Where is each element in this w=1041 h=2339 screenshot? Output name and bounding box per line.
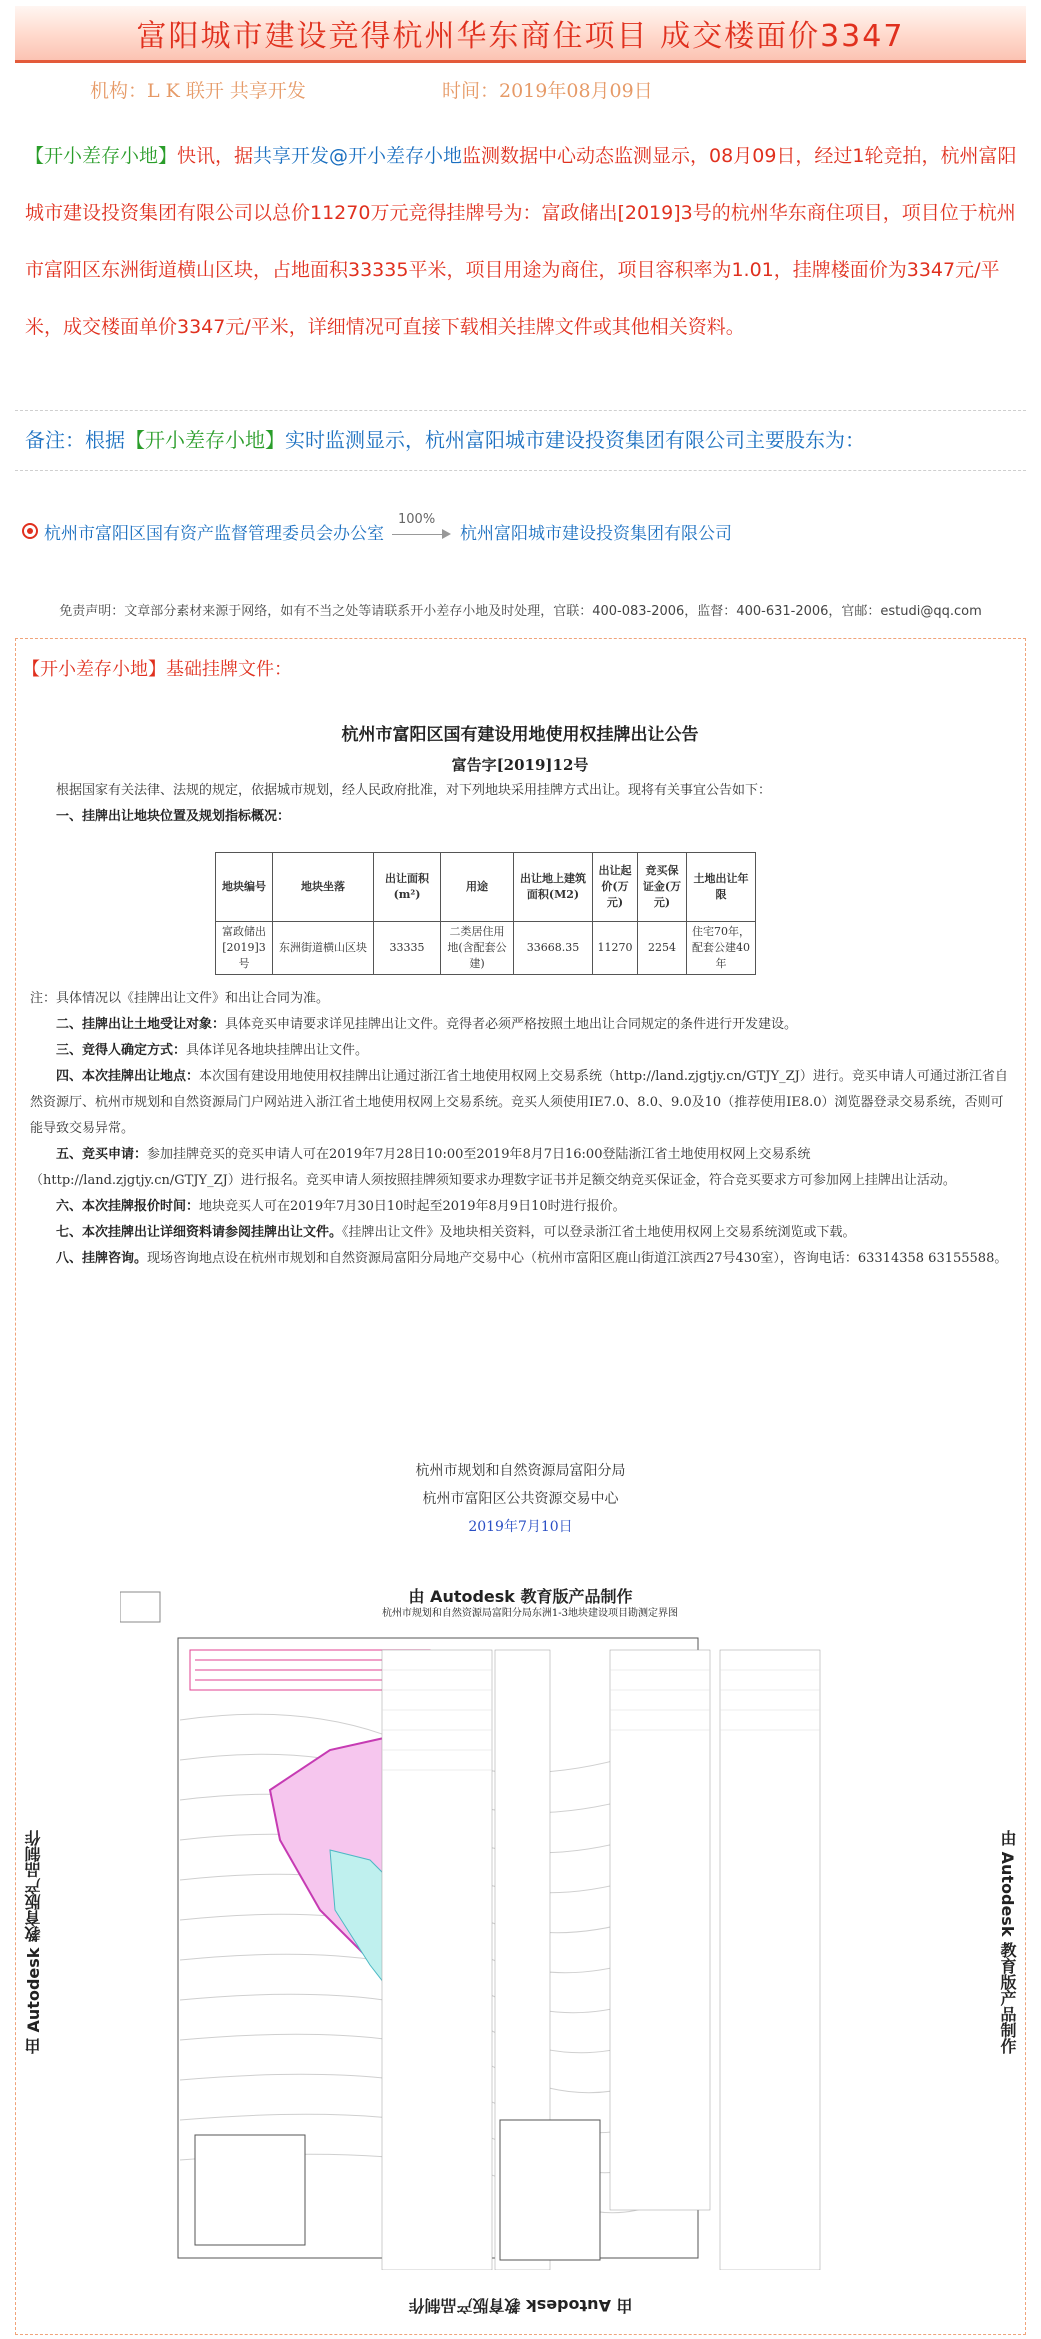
announcement-title: 杭州市富阳区国有建设用地使用权挂牌出让公告 [341,725,699,745]
child-company[interactable]: 杭州富阳城市建设投资集团有限公司 [460,523,732,544]
brand-tag: 【开小差存小地】 [25,145,178,167]
watermark-top: 由 Autodesk 教育版产品制作 [408,1587,633,1606]
watermark-left: 由 Autodesk 教育版产品制作 [24,1830,43,2055]
divider [15,410,1026,411]
signatory-1: 杭州市规划和自然资源局富阳分局 [415,1463,626,1479]
map-title: 杭州市规划和自然资源局富阳分局东洲1-3地块建设项目勘测定界图 [381,1608,679,1619]
company-node-icon [22,523,38,539]
survey-map-drawing [120,1580,940,2270]
table-header: 地块坐落 [273,853,374,922]
announcement-date: 2019年7月10日 [468,1519,573,1535]
table-row: 富政储出[2019]3号 东洲街道横山区块 33335 二类居住用地(含配套公建) 33668.35 11270 2254 住宅70年，配套公建40年 [216,922,756,975]
table-header: 竞买保证金(万元) [638,853,687,922]
ownership-percent: 100% [398,512,436,527]
source-link[interactable]: 共享开发@开小差存小地 [253,145,463,167]
meta-org: 机构：L K 联开 共享开发 [90,80,306,102]
watermark-bottom: 由 Autodesk 教育版产品制作 [408,2296,633,2315]
headline-title: 富阳城市建设竞得杭州华东商住项目 成交楼面价3347 [136,19,905,54]
meta-time: 时间：2019年08月09日 [442,80,653,102]
table-header: 土地出让年限 [687,853,756,922]
parcel-table [215,852,756,975]
brand-tag: 【开小差存小地】 [125,428,285,452]
table-header: 出让起价(万元) [593,853,638,922]
signatory-2: 杭州市富阳区公共资源交易中心 [422,1491,619,1507]
ownership-arrow [392,512,452,544]
table-header: 地块编号 [216,853,273,922]
section-title: 【开小差存小地】基础挂牌文件： [22,659,292,680]
announcement [30,722,1010,830]
arrow-right-icon [442,529,451,539]
parent-shareholder[interactable]: 杭州市富阳区国有资产监督管理委员会办公室 [44,523,384,544]
headline-banner [15,6,1026,63]
table-header: 用途 [441,853,514,922]
announcement-body: 注：具体情况以《挂牌出让文件》和出让合同为准。 二、挂牌出让土地受让对象：具体竞买申请要求详见挂牌出让文件。竞得者必须严格按照土地出让合同规定的条件进行开发建设。 三、竞得人确定方式：具体详见各地块挂牌出让文件。 四、本次挂牌出让地点：本次国有建设用地使用权挂牌出让通过浙江省土地使用权网上交易系统（http://land.zjgtjy.cn/GTJY_ZJ）进行。竞买申请人可通过浙江省自然资源厅、杭州市规划和自然资源局门户网站进入浙江省土地使用权网上交易系统。竞买人须使用IE7.0、8.0、9.0及10（推荐使用IE8.0）浏览器登录交易系统，否则可能导致交易异常。 五、竞买申请：参加挂牌竞买的竞买申请人可在2019年7月28日10:00至2019年8月7日16:00登陆浙江省土地使用权网上交易系统（http://land.zjgtjy.cn/GTJY_ZJ）进行报名。竞买申请人须按照挂牌须知要求办理数字证书并足额交纳竞买保证金，符合竞买要求方可参加网上挂牌出让活动。 六、本次挂牌报价时间：地块竞买人可在2019年7月30日10时起至2019年8月9日10时进行报价。 七、本次挂牌出让详细资料请参阅挂牌出让文件。《挂牌出让文件》及地块相关资料，可以登录浙江省土地使用权网上交易系统浏览或下载。 八、挂牌咨询。现场咨询地点设在杭州市规划和自然资源局富阳分局地产交易中心（杭州市富阳区鹿山街道江滨西27号430室），咨询电话：63314358 63155588。 [30,986,1010,1272]
table-header: 出让面积(m²) [374,853,441,922]
divider [15,470,1026,471]
disclaimer: 免责声明：文章部分素材来源于网络，如有不当之处等请联系开小差存小地及时处理，官联：400-083-2006，监督：400-631-2006，官邮：estudi@qq.com [59,604,982,619]
section-1-heading: 一、挂牌出让地块位置及规划指标概况： [56,809,291,824]
shareholder-chain [22,512,732,544]
article-body: 【开小差存小地】快讯，据共享开发@开小差存小地监测数据中心动态监测显示，08月09日，经过1轮竞拍，杭州富阳城市建设投资集团有限公司以总价11270万元竞得挂牌号为：富政储出[2019]3号的杭州华东商住项目，项目位于杭州市富阳区东洲街道横山区块，占地面积33335平米，项目用途为商住，项目容积率为1.01，挂牌楼面价为3347元/平米，成交楼面单价3347元/平米，详细情况可直接下载相关挂牌文件或其他相关资料。 [25,145,1017,338]
table-note: 注：具体情况以《挂牌出让文件》和出让合同为准。 [30,991,330,1006]
shareholder-note: 备注：根据【开小差存小地】实时监测显示，杭州富阳城市建设投资集团有限公司主要股东为： [25,428,865,452]
announcement-number: 富告字[2019]12号 [451,756,589,774]
watermark-right: 由 Autodesk 教育版产品制作 [998,1830,1017,2055]
table-header: 出让地上建筑面积(M2) [514,853,593,922]
survey-map [120,1580,940,2280]
intro: 根据国家有关法律、法规的规定，依据城市规划，经人民政府批准，对下列地块采用挂牌方式出让。现将有关事宜公告如下： [56,783,772,798]
